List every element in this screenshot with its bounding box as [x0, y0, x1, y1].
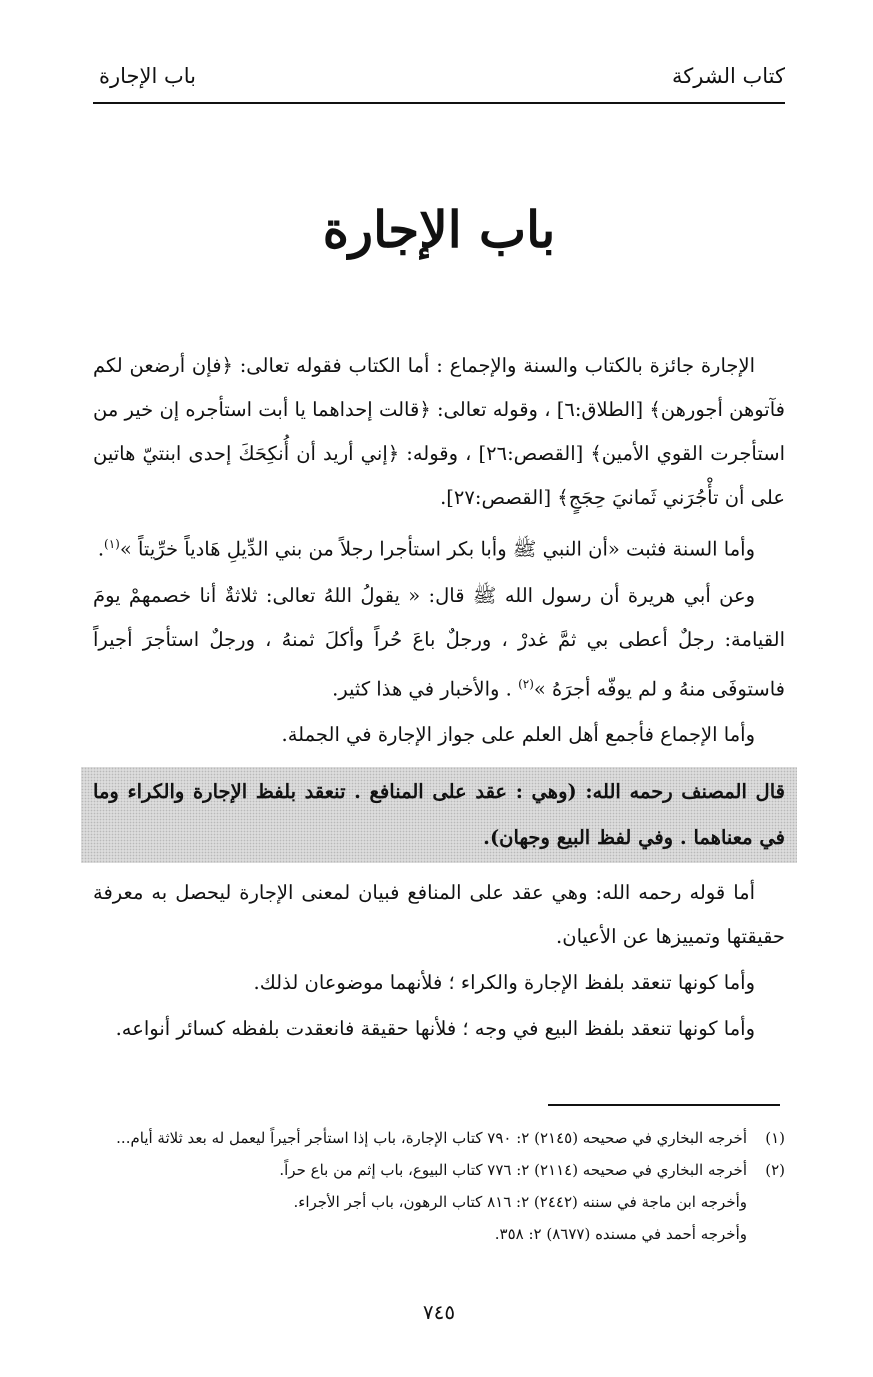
paragraph-hadith [93, 574, 785, 712]
paragraph-commentary-1: أما قوله رحمه الله: وهي عقد على المنافع فبيان لمعنى الإجارة ليحصل به معرفة حقيقتها وتمييزها عن الأعيان. [93, 881, 785, 948]
footnote-number: (١) [765, 1129, 785, 1147]
paragraph-book-evidence: الإجارة جائزة بالكتاب والسنة والإجماع : أما الكتاب فقوله تعالى: ﴿فإن أرضعن لكم فآتوهن أجورهن﴾ [الطلاق:٦] ، وقوله تعالى: ﴿قالت إحداهما يا أبت استأجره إن خير من استأجرت القوي الأمين﴾ [القصص:٢٦] ، وقوله: ﴿إني أريد أن أُنكِحَكَ إحدى ابنتيّ هاتين على أن تأْجُرَني ثَمانيَ حِجَجٍ﴾ [القصص:٢٧]. [93, 354, 786, 509]
footnote-line: وأخرجه ابن ماجة في سننه (٢٤٤٢) ٢: ٨١٦ كتاب الرهون، باب أجر الأجراء. [293, 1193, 747, 1211]
chapter-title: باب الإجارة [322, 200, 556, 259]
chapter-header: باب الإجارة [99, 64, 197, 88]
footnote-line: أخرجه البخاري في صحيحه (٢١٤٥) ٢: ٧٩٠ كتاب الإجارة، باب إذا استأجر أجيراً ليعمل له بعد ثلاثة أيام... [116, 1129, 747, 1147]
page-number: ٧٤٥ [422, 1300, 456, 1324]
paragraph-sunnah-evidence: وأما السنة فثبت «أن النبي ﷺ وأبا بكر استأجرا رجلاً من بني الدِّيلِ هَادياً خرِّيتاً »$^{(١)}$. [97, 537, 755, 561]
footnotes [93, 1122, 785, 1250]
paragraph-tail: . والأخبار في هذا كثير. [332, 677, 519, 700]
paragraph-text: وأما السنة فثبت «أن النبي ﷺ وأبا بكر استأجرا رجلاً من بني الدِّيلِ هَادياً خرِّيتاً » [119, 537, 755, 561]
footnote-separator [548, 1104, 780, 1106]
book-title: كتاب الشركة [672, 64, 785, 88]
footnote-number: (٢) [765, 1161, 785, 1179]
footnote-line: أخرجه البخاري في صحيحه (٢١١٤) ٢: ٧٧٦ كتاب البيوع، باب إثم من باع حراً. [279, 1161, 747, 1179]
footnote-1 [93, 1122, 785, 1154]
footnote-2 [93, 1154, 785, 1250]
paragraph-commentary-3: وأما كونها تنعقد بلفظ البيع في وجه ؛ فلأنها حقيقة فانعقدت بلفظه كسائر أنواعه. [115, 1017, 755, 1040]
footnote-ref-1: (١) [104, 537, 120, 551]
running-header [93, 62, 785, 104]
paragraph-consensus: وأما الإجماع فأجمع أهل العلم على جواز الإجارة في الجملة. [281, 723, 755, 746]
footnote-body [93, 1122, 747, 1154]
footnote-line: وأخرجه أحمد في مسنده (٨٦٧٧) ٢: ٣٥٨. [494, 1225, 747, 1243]
paragraph-text: وعن أبي هريرة أن رسول الله ﷺ قال: « يقولُ اللهُ تعالى: ثلاثةٌ أنا خصمهمْ يومَ القيامة: رجلٌ أعطى بي ثمَّ غدرْ ، ورجلٌ باعَ حُراً وأكلَ ثمنهُ ، ورجلٌ استأجرَ أجيراً فاستوفَى منهُ و لم يوفّه أجرَهُ » [93, 583, 785, 700]
footnote-ref-2: (٢) [518, 676, 534, 691]
author-quote-box: قال المصنف رحمه الله: (وهي : عقد على المنافع . تنعقد بلفظ الإجارة والكراء وما في معناهما . وفي لفظ البيع وجهان). [81, 767, 797, 863]
footnote-body [93, 1154, 747, 1250]
main-text [93, 344, 785, 1051]
paragraph-commentary-2: وأما كونها تنعقد بلفظ الإجارة والكراء ؛ فلأنهما موضوعان لذلك. [253, 971, 755, 994]
